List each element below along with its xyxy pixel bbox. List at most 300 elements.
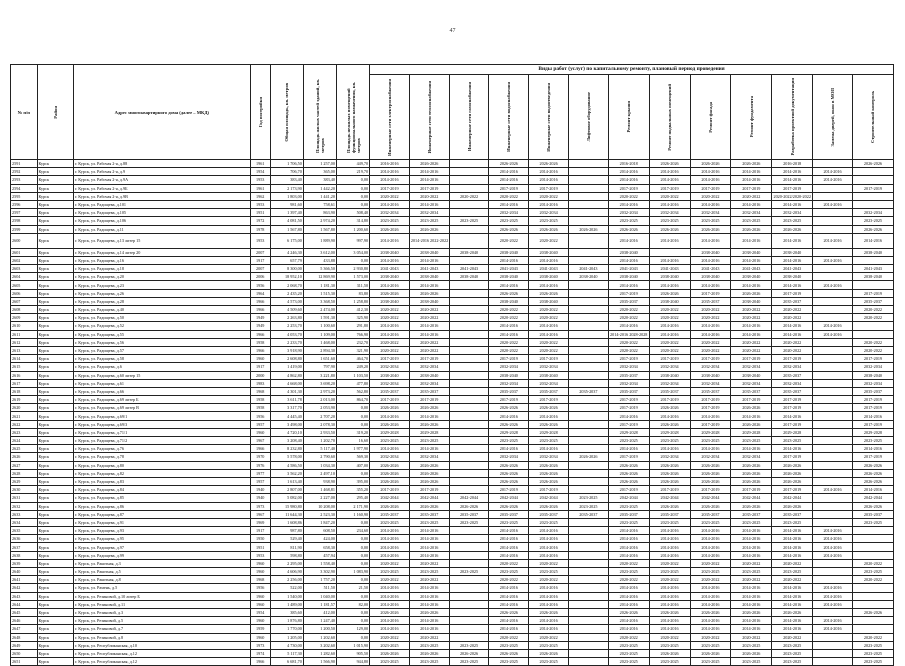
table-cell: 1960 — [250, 633, 270, 641]
table-row — [11, 184, 894, 192]
table-cell: 295,40 — [336, 494, 369, 502]
table-cell: 2020-2022 — [608, 192, 649, 200]
column-header: Общая площадь, кв. метров — [270, 65, 303, 160]
table-cell: 2017-2019 — [489, 396, 529, 404]
table-cell: 2631 — [11, 494, 38, 502]
table-cell: 2632 — [11, 502, 38, 510]
table-cell: 2020-2022 — [529, 314, 569, 322]
table-cell: 3 562,20 — [270, 469, 303, 477]
table-cell: 2041-2043 — [489, 265, 529, 273]
table-cell: г. Курск, ул. Радищева, д.87 — [73, 510, 250, 518]
table-cell: 2023-2025 — [690, 568, 731, 576]
table-cell: 1 103,50 — [336, 371, 369, 379]
table-cell: 2014-2016 — [649, 330, 690, 338]
table-cell: 2014-2016 — [370, 625, 410, 633]
table-cell: 2014-2016 — [608, 445, 649, 453]
table-cell: 2014-2016 — [690, 412, 731, 420]
table-cell — [813, 160, 853, 168]
table-cell: 1 100,60 — [303, 322, 336, 330]
table-cell — [813, 453, 853, 461]
table-cell: 11 644,30 — [270, 510, 303, 518]
table-row — [11, 355, 894, 363]
table-cell — [568, 355, 608, 363]
table-cell: 2026-2026 — [690, 502, 731, 510]
table-cell: 2035-2037 — [852, 297, 893, 305]
table-cell — [449, 371, 489, 379]
table-cell: 2026-2026 — [690, 225, 731, 233]
table-cell: 2 227,00 — [303, 494, 336, 502]
table-cell: 2023-2025 — [568, 502, 608, 510]
table-cell: г. Курск, ул. Радищева, д.11 — [73, 225, 250, 233]
table-cell: 706,70 — [270, 168, 303, 176]
table-cell: 2014-2016 — [409, 176, 449, 184]
table-cell: 457,94 — [303, 551, 336, 559]
table-cell: 2014-2016 — [690, 200, 731, 208]
table-cell — [813, 412, 853, 420]
table-cell: 2026-2026 — [568, 453, 608, 461]
table-cell: 997,90 — [336, 233, 369, 248]
table-row — [11, 217, 894, 225]
table-cell: 2035-2037 — [489, 387, 529, 395]
table-cell: 2014-2016 — [772, 233, 813, 248]
table-cell: 2026-2026 — [409, 225, 449, 233]
table-cell: 2023-2025 — [370, 568, 410, 576]
table-cell: 2026-2026 — [772, 608, 813, 616]
table-cell: 2014-2016 — [489, 281, 529, 289]
table-cell: 2607 — [11, 297, 38, 305]
table-cell: 2038-2040 — [731, 248, 772, 256]
table-cell: 987,80 — [270, 527, 303, 535]
table-cell: 2026-2026 — [608, 225, 649, 233]
table-cell: 2014-2016 — [772, 445, 813, 453]
table-cell: 2026-2026 — [529, 160, 569, 168]
table-cell: Курск — [37, 209, 73, 217]
table-cell: 1970 — [250, 453, 270, 461]
table-cell: 2020-2022 — [690, 314, 731, 322]
table-cell: 2007 — [250, 248, 270, 256]
table-cell: 2026-2026 — [649, 160, 690, 168]
table-cell: 2017-2019 — [852, 184, 893, 192]
table-cell: 2026-2026 — [409, 469, 449, 477]
table-cell: 2020-2022 — [409, 306, 449, 314]
table-cell: 2035-2037 — [772, 371, 813, 379]
table-cell: 2017-2019 — [690, 355, 731, 363]
table-cell: Курск — [37, 281, 73, 289]
table-cell: 2023-2025 — [690, 437, 731, 445]
table-cell: 1973 — [250, 502, 270, 510]
table-cell: 2014-2016 — [852, 486, 893, 494]
table-cell: 2603 — [11, 265, 38, 273]
table-cell: 3 698,20 — [303, 379, 336, 387]
table-cell: 2014-2016 — [608, 412, 649, 420]
table-row — [11, 168, 894, 176]
table-cell: 2026-2026 — [731, 160, 772, 168]
table-cell: 2014-2016 — [608, 176, 649, 184]
table-cell — [449, 314, 489, 322]
page-number: 47 — [449, 28, 456, 34]
table-row — [11, 314, 894, 322]
table-cell: 2014-2016 — [529, 600, 569, 608]
table-cell: 2041-2043 — [690, 265, 731, 273]
table-cell: 1 876,80 — [270, 617, 303, 625]
table-cell: 2023-2025 — [852, 649, 893, 657]
table-cell: 2026-2026 — [409, 420, 449, 428]
table-cell — [813, 576, 853, 584]
table-cell: 2026-2026 — [370, 469, 410, 477]
table-cell: 2026-2026 — [731, 608, 772, 616]
table-cell: 2020-2022 — [772, 633, 813, 641]
table-cell: 2020-2022 — [529, 633, 569, 641]
table-cell: г. Курск, ул. Радищева, д.95 — [73, 535, 250, 543]
table-cell: 2032-2034 — [608, 379, 649, 387]
table-cell: 0,00 — [336, 559, 369, 567]
table-cell: 3 054,00 — [336, 248, 369, 256]
table-cell: 2026-2026 — [852, 502, 893, 510]
table-cell — [568, 568, 608, 576]
table-cell: 2020-2022 — [690, 338, 731, 346]
table-cell: 2023-2025 — [772, 641, 813, 649]
table-cell — [568, 168, 608, 176]
table-cell: 2035-2037 — [772, 387, 813, 395]
table-cell: 2023-2025 — [649, 658, 690, 666]
table-cell: 1978 — [250, 225, 270, 233]
table-cell: 2628 — [11, 469, 38, 477]
table-cell: 2026-2026 — [852, 469, 893, 477]
table-cell: 2026-2026 — [649, 225, 690, 233]
column-header: Ремонт фасада — [690, 75, 731, 160]
table-cell: 477,80 — [336, 379, 369, 387]
table-cell: 15 980,80 — [270, 502, 303, 510]
table-cell: 2020-2022 — [409, 314, 449, 322]
table-cell — [813, 379, 853, 387]
table-cell: 2026-2026 — [649, 502, 690, 510]
table-cell: 2 933,50 — [303, 428, 336, 436]
table-cell: 2017-2019 — [608, 355, 649, 363]
table-cell: 2026-2026 — [409, 477, 449, 485]
table-cell: 2032-2034 — [649, 209, 690, 217]
table-cell: 2023-2025 — [409, 641, 449, 649]
table-cell: 2042-2044 — [690, 494, 731, 502]
table-cell: 2014-2016 — [409, 600, 449, 608]
table-cell — [449, 289, 489, 297]
table-cell: 1 573,00 — [336, 273, 369, 281]
table-cell: 2017-2019 — [370, 396, 410, 404]
table-cell: 2014-2016 — [649, 592, 690, 600]
table-cell: 2026-2026 — [529, 461, 569, 469]
table-cell: 2014-2016 — [409, 535, 449, 543]
table-cell: 2014-2016 — [489, 412, 529, 420]
table-cell: 2035-2037 — [772, 510, 813, 518]
table-cell: 2014-2016 — [772, 256, 813, 264]
table-cell: 2014-2016 — [690, 330, 731, 338]
table-cell: 2023-2025 — [649, 641, 690, 649]
table-cell: 2026-2026 — [608, 477, 649, 485]
table-cell: 2029-2028 — [409, 428, 449, 436]
table-cell: 2026-2026 — [409, 160, 449, 168]
table-cell: 2023-2025 — [772, 649, 813, 657]
table-row — [11, 192, 894, 200]
table-cell: 2017-2019 — [852, 453, 893, 461]
table-cell: 2 707,20 — [303, 412, 336, 420]
table-cell: 2020-2022 — [731, 192, 772, 200]
table-cell: 3 498,00 — [270, 420, 303, 428]
table-row — [11, 265, 894, 273]
table-cell: 2014-2016 — [731, 176, 772, 184]
table-cell: 2023-2025 — [649, 518, 690, 526]
table-cell: 395,00 — [336, 477, 369, 485]
table-cell: 1940 — [250, 494, 270, 502]
table-cell: 2038-2040 — [409, 297, 449, 305]
table-cell: 1957 — [250, 477, 270, 485]
table-cell: 2026-2026 — [731, 649, 772, 657]
table-cell: 2026-2026 — [409, 649, 449, 657]
table-cell: 1968 — [250, 387, 270, 395]
table-cell: 449,70 — [336, 160, 369, 168]
table-cell: 1917 — [250, 363, 270, 371]
table-cell: 2032-2034 — [649, 363, 690, 371]
table-row — [11, 584, 894, 592]
table-cell: 2038-2040 — [489, 273, 529, 281]
table-cell: 2032-2034 — [731, 453, 772, 461]
table-cell: 2026-2026 — [731, 477, 772, 485]
table-cell: 2014-2016 — [649, 256, 690, 264]
table-cell: 2038-2040 — [409, 248, 449, 256]
table-cell: 2023-2025 — [608, 502, 649, 510]
table-cell: 2020-2022 — [370, 314, 410, 322]
table-cell: 905,50 — [336, 649, 369, 657]
table-cell: 2020-2022 — [489, 306, 529, 314]
table-cell: 2026-2026 — [690, 160, 731, 168]
table-cell: 2596 — [11, 200, 38, 208]
table-cell: 2020-2022 — [852, 576, 893, 584]
table-cell: 2026-2026 — [649, 404, 690, 412]
table-cell: 2624 — [11, 437, 38, 445]
table-cell: 2017-2019 — [649, 184, 690, 192]
table-cell: 2023-2025 — [772, 217, 813, 225]
table-cell: Курск — [37, 273, 73, 281]
table-cell: 2035-2037 — [370, 510, 410, 518]
table-cell: 2020-2022 — [489, 192, 529, 200]
table-cell — [449, 256, 489, 264]
table-cell: 2014-2016 — [772, 527, 813, 535]
table-cell — [449, 387, 489, 395]
table-cell — [568, 256, 608, 264]
table-cell — [813, 265, 853, 273]
table-cell: Курск — [37, 633, 73, 641]
table-cell: 2023-2025 — [690, 658, 731, 666]
table-cell — [568, 658, 608, 666]
table-cell: г. Курск, ул. Республиканская, д.12 — [73, 658, 250, 666]
table-cell: 1 566,90 — [303, 658, 336, 666]
table-cell: 2014-2016 — [529, 168, 569, 176]
table-cell: 2026-2026 — [852, 160, 893, 168]
table-cell: 2026-2026 — [370, 649, 410, 657]
table-cell — [568, 176, 608, 184]
table-cell — [568, 649, 608, 657]
table-cell: 2023-2025 — [649, 437, 690, 445]
table-cell: 1961 — [250, 184, 270, 192]
table-cell: 2026-2026 — [489, 160, 529, 168]
table-row — [11, 527, 894, 535]
table-cell: 2 497,10 — [303, 469, 336, 477]
table-cell: г. Курск, ул. Рабочая 2-я, д.9В — [73, 192, 250, 200]
table-cell: 365,00 — [303, 168, 336, 176]
table-cell: 1966 — [250, 297, 270, 305]
table-cell: г. Курск, ул. Радищева, д.58 — [73, 355, 250, 363]
table-cell: 2038-2040 — [489, 248, 529, 256]
table-cell — [813, 371, 853, 379]
table-cell: 2014-2016 — [489, 600, 529, 608]
table-row — [11, 486, 894, 494]
table-cell: 2014-2016 — [529, 535, 569, 543]
table-row — [11, 518, 894, 526]
table-cell: 2014-2016 — [529, 200, 569, 208]
table-row — [11, 453, 894, 461]
column-header: Инженерные сети водоотведения — [529, 75, 569, 160]
table-cell — [568, 469, 608, 477]
table-cell: 1960 — [250, 568, 270, 576]
table-cell: 2 608,80 — [270, 355, 303, 363]
table-cell: 2020-2022 — [489, 576, 529, 584]
table-cell: 2023-2025 — [489, 437, 529, 445]
table-cell: 1 613,40 — [270, 477, 303, 485]
table-cell: г. Курск, ул. Радищева, д.83 — [73, 477, 250, 485]
table-cell: 2020-2022 — [690, 346, 731, 354]
table-cell: 2014-2016 — [772, 322, 813, 330]
table-cell: 2625 — [11, 445, 38, 453]
table-cell — [449, 445, 489, 453]
table-cell: 2020-2022 — [409, 633, 449, 641]
column-header: Инженерные сети электроснабжения — [370, 75, 410, 160]
table-cell: 2026-2026 — [772, 477, 813, 485]
table-cell: 2035-2037 — [608, 297, 649, 305]
table-cell: 2014-2016 — [813, 617, 853, 625]
table-cell — [449, 233, 489, 248]
table-cell: 2014-2016 — [608, 592, 649, 600]
table-cell: 2014-2016 — [489, 527, 529, 535]
table-cell: 1950 — [250, 535, 270, 543]
table-cell: 2023-2025 — [370, 658, 410, 666]
table-cell: 2014-2016 — [772, 584, 813, 592]
table-cell: 1959 — [250, 625, 270, 633]
table-cell: 2639 — [11, 559, 38, 567]
table-cell — [449, 306, 489, 314]
table-cell: Курск — [37, 396, 73, 404]
table-cell — [813, 608, 853, 616]
table-cell: 2014-2016 — [731, 551, 772, 559]
table-cell: г. Курск, ул. Радищева, д.56 — [73, 338, 250, 346]
table-cell: Курск — [37, 518, 73, 526]
table-cell: 2020-2022 — [772, 346, 813, 354]
table-cell: 4 862,80 — [270, 371, 303, 379]
table-cell: 2014-2016 — [813, 535, 853, 543]
table-cell: 2014-2016 — [690, 322, 731, 330]
table-cell: 2026-2026 — [649, 477, 690, 485]
table-cell: 2026-2026 — [529, 608, 569, 616]
table-cell: 2038-2040 — [529, 273, 569, 281]
table-cell: 2026-2026 — [409, 502, 449, 510]
table-cell: 2032-2034 — [529, 363, 569, 371]
table-cell: 2038-2040 — [370, 371, 410, 379]
table-cell: 2023-2025 — [370, 518, 410, 526]
table-cell: Курск — [37, 535, 73, 543]
table-cell: 2026-2026 — [772, 469, 813, 477]
table-cell: 2014-2016 — [529, 617, 569, 625]
table-cell: 12 869,90 — [303, 273, 336, 281]
table-cell: 1966 — [250, 306, 270, 314]
table-cell: 2014-2016 — [731, 543, 772, 551]
table-row — [11, 289, 894, 297]
table-cell: 2042-2044 — [529, 494, 569, 502]
table-cell: 2611 — [11, 330, 38, 338]
table-cell: Курск — [37, 428, 73, 436]
table-cell — [449, 608, 489, 616]
table-cell: 2032-2034 — [852, 209, 893, 217]
table-row — [11, 592, 894, 600]
table-cell: 2026-2026 — [370, 225, 410, 233]
table-cell: 2026-2026 — [608, 469, 649, 477]
table-cell: 3 611,78 — [270, 396, 303, 404]
table-cell: 2014-2016 — [370, 527, 410, 535]
table-cell: Курск — [37, 176, 73, 184]
table-cell — [449, 396, 489, 404]
table-cell: 2017-2019 — [649, 396, 690, 404]
table-cell: 2020-2022 — [608, 314, 649, 322]
table-cell: 2026-2026 — [529, 225, 569, 233]
table-cell: 1 803,00 — [270, 192, 303, 200]
table-cell: г. Курск, ул. Республиканская, д.12 — [73, 649, 250, 657]
table-cell: 2014-2016 — [649, 281, 690, 289]
table-cell: 2014-2016 — [529, 527, 569, 535]
table-cell — [568, 338, 608, 346]
table-cell: 2020-2022 — [649, 346, 690, 354]
table-cell: 2032-2034 — [370, 209, 410, 217]
table-cell: г. Курск, ул. Радищева, д.20 — [73, 273, 250, 281]
table-cell: 3 208,40 — [270, 437, 303, 445]
table-cell — [813, 658, 853, 666]
table-cell: 1953 — [250, 551, 270, 559]
table-cell: 2014-2016 — [649, 200, 690, 208]
table-cell: 2038-2040 — [449, 248, 489, 256]
table-cell: г. Курск, ул. Радищева, д.26 — [73, 289, 250, 297]
table-cell: Курск — [37, 404, 73, 412]
table-cell: 2023-2025 — [489, 568, 529, 576]
table-cell: 2023-2025 — [489, 641, 529, 649]
column-header: Инженерные сети теплоснабжения — [409, 75, 449, 160]
table-cell: 2605 — [11, 281, 38, 289]
table-cell: 2032-2034 — [772, 379, 813, 387]
work-types-group-header: Виды работ (услуг) по капитальному ремонту, плановый период проведения — [370, 65, 894, 75]
table-cell: 2017-2019 — [608, 420, 649, 428]
table-cell: 2016-2016 — [370, 160, 410, 168]
table-cell: 2014-2016 — [731, 168, 772, 176]
table-cell: 82,00 — [336, 600, 369, 608]
table-cell: 2026-2026 — [529, 404, 569, 412]
table-cell: 2629 — [11, 477, 38, 485]
table-cell: Курск — [37, 576, 73, 584]
table-cell: г. Курск, ул. Радищева, д.52 — [73, 322, 250, 330]
table-cell: 2038-2040 — [489, 371, 529, 379]
table-cell: 2023-2025 — [409, 658, 449, 666]
table-cell: г. Курск, ул. Радищева, д.86 — [73, 502, 250, 510]
table-cell — [449, 346, 489, 354]
table-row — [11, 543, 894, 551]
table-cell — [852, 535, 893, 543]
table-cell: 2035-2037 — [529, 510, 569, 518]
table-cell: 1977 — [250, 469, 270, 477]
table-cell: 2026-2026 — [489, 461, 529, 469]
table-cell: 2014-2016 — [772, 200, 813, 208]
